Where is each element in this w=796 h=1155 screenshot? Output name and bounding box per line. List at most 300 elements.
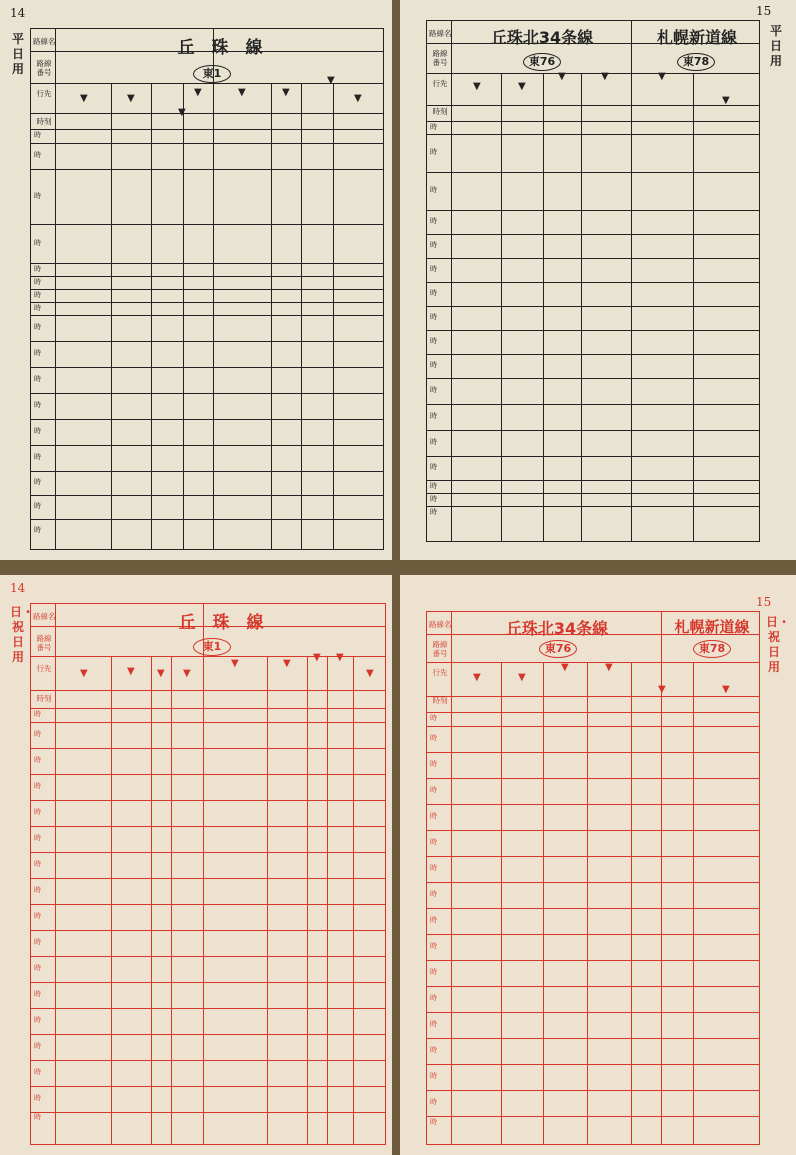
hour-suffix: 時 [430,386,437,394]
hour-label [31,425,41,436]
hour-suffix: 時 [34,756,41,764]
hour-suffix: 時 [34,323,41,331]
route-number-badge-a: 東76 [523,53,561,71]
hour-row-line [31,341,383,342]
hour-row-line [31,800,385,801]
rule [307,656,308,1144]
hour-label [427,436,437,447]
rule [587,662,588,1144]
rule [543,662,544,1144]
hour-row-line [427,712,759,713]
schedule-mode-label: 平日用 [11,32,24,76]
route-name-label: 路線名 [33,37,56,46]
down-arrow-icon: ▼ [366,668,374,679]
rule [31,626,385,627]
route-number-label: 路線 番号 [432,49,448,67]
hour-suffix: 時 [430,289,437,297]
hour-row-line [31,774,385,775]
line-name-b: 札幌新道線 [674,618,750,636]
hour-label [31,276,41,287]
destination-label: 行先 [432,79,448,88]
hour-suffix: 時 [34,1113,41,1121]
hour-row-line [31,276,383,277]
hour-row-line [427,934,759,935]
hour-label [31,149,41,160]
rule [111,83,112,549]
rule [267,656,268,1144]
rule [427,662,759,663]
rule [501,73,502,541]
hour-label [31,1040,41,1051]
hour-row-line [427,752,759,753]
down-arrow-icon: ▼ [722,684,730,695]
line-name-a: 丘珠北34条線 [490,28,594,47]
page-number: 15 [756,595,772,609]
rule [427,696,759,697]
down-arrow-icon: ▼ [127,666,135,677]
hour-suffix: 時 [34,990,41,998]
hour-suffix: 時 [430,313,437,321]
rule [353,656,354,1144]
hour-suffix: 時 [430,1046,437,1054]
hour-suffix: 時 [34,834,41,842]
hour-label [427,758,437,769]
rule [111,656,112,1144]
hour-label [427,263,437,274]
hour-row-line [31,982,385,983]
hour-label [427,493,437,504]
down-arrow-icon: ▼ [283,658,291,669]
hour-label [31,347,41,358]
hour-label [31,1111,41,1122]
hour-suffix: 時 [430,265,437,273]
hour-label [31,302,41,313]
hour-label [427,1018,437,1029]
hour-label [427,410,437,421]
down-arrow-icon: ▼ [194,87,202,98]
hour-suffix: 時 [34,964,41,972]
hour-suffix: 時 [34,710,41,718]
hour-suffix: 時 [430,507,437,516]
down-arrow-icon: ▼ [238,87,246,98]
hour-row-line [427,430,759,431]
hour-label [31,988,41,999]
hour-label [427,335,437,346]
hour-row-line [31,224,383,225]
hour-suffix: 時 [34,730,41,738]
hour-suffix: 時 [34,264,41,273]
hour-suffix: 時 [430,361,437,369]
down-arrow-icon: ▼ [178,107,186,118]
hour-row-line [427,1064,759,1065]
schedule-mode-label: 日・祝日用 [766,615,791,674]
hour-row-line [427,210,759,211]
hour-label [31,373,41,384]
route-number-label: 路線 番号 [36,634,52,652]
timetable [30,28,384,550]
hour-suffix: 時 [430,890,437,898]
rule [543,73,544,541]
hour-row-line [31,315,383,316]
line-name-a: 丘珠北34条線 [505,619,609,638]
hour-row-line [427,830,759,831]
rule [333,83,334,549]
hour-row-line [31,302,383,303]
hour-row-line [31,1112,385,1113]
hour-suffix: 時 [430,916,437,924]
hour-suffix: 時 [430,1098,437,1106]
hour-suffix: 時 [430,838,437,846]
down-arrow-icon: ▼ [127,93,135,104]
down-arrow-icon: ▼ [313,652,321,663]
hour-row-line [427,1116,759,1117]
hour-suffix: 時 [34,277,41,286]
down-arrow-icon: ▼ [601,71,609,82]
hour-row-line [427,778,759,779]
hour-row-line [31,904,385,905]
rule [151,83,152,549]
hour-suffix: 時 [430,864,437,872]
rule [631,21,632,541]
hour-suffix: 時 [430,481,437,490]
down-arrow-icon: ▼ [658,71,666,82]
hour-suffix: 時 [34,151,41,159]
hour-row-line [31,143,383,144]
hour-label [31,806,41,817]
hour-suffix: 時 [430,186,437,194]
hour-label [31,500,41,511]
hour-suffix: 時 [34,191,41,200]
hour-suffix: 時 [34,526,41,534]
hour-suffix: 時 [430,122,437,131]
route-number-badge: 東1 [193,638,231,656]
hour-row-line [31,367,383,368]
hour-suffix: 時 [430,942,437,950]
weekday-left-page [0,0,392,560]
page-number: 14 [10,581,26,595]
hour-label [427,732,437,743]
hour-row-line [427,306,759,307]
route-number-badge: 東1 [193,65,231,83]
line-name: 丘 珠 線 [177,38,263,58]
hour-row-line [427,354,759,355]
hour-row-line [31,1034,385,1035]
hour-label [31,321,41,332]
rule [451,21,452,541]
hour-row-line [31,129,383,130]
holiday-right-page [400,575,796,1155]
rule [203,604,204,1144]
hour-label [31,1014,41,1025]
hour-row-line [31,930,385,931]
hour-row-line [427,378,759,379]
rule [581,73,582,541]
hour-label [427,239,437,250]
down-arrow-icon: ▼ [354,93,362,104]
hour-suffix: 時 [430,217,437,225]
hour-row-line [31,722,385,723]
hour-row-line [31,1008,385,1009]
hour-suffix: 時 [34,1094,41,1102]
route-number-label: 路線 番号 [36,59,52,77]
timetable [426,20,760,542]
hour-row-line [427,134,759,135]
hour-suffix: 時 [430,786,437,794]
hour-row-line [427,726,759,727]
hour-suffix: 時 [430,463,437,471]
hour-label [31,476,41,487]
hour-row-line [31,169,383,170]
down-arrow-icon: ▼ [722,95,730,106]
hour-label [31,728,41,739]
hour-suffix: 時 [34,303,41,312]
hour-suffix: 時 [430,968,437,976]
hour-suffix: 時 [430,760,437,768]
hour-suffix: 時 [34,502,41,510]
down-arrow-icon: ▼ [658,684,666,695]
hour-label [31,832,41,843]
hour-suffix: 時 [34,349,41,357]
rule [301,83,302,549]
hour-label [31,237,41,248]
hour-label [427,506,437,517]
hour-suffix: 時 [34,290,41,299]
hour-label [427,146,437,157]
rule [427,634,759,635]
down-arrow-icon: ▼ [605,662,613,673]
rule [31,51,383,52]
hour-suffix: 時 [34,453,41,461]
hour-row-line [427,480,759,481]
hour-label [31,399,41,410]
hour-label [31,936,41,947]
hour-label [427,1096,437,1107]
hour-suffix: 時 [430,412,437,420]
hour-suffix: 時 [430,812,437,820]
hour-label: 時刻 [432,696,448,705]
hour-row-line [427,908,759,909]
rule [427,105,759,106]
hour-row-line [427,258,759,259]
hour-label [31,451,41,462]
down-arrow-icon: ▼ [157,668,165,679]
hour-row-line [427,856,759,857]
down-arrow-icon: ▼ [336,652,344,663]
rule [151,656,152,1144]
line-name: 丘 珠 線 [178,613,264,633]
schedule-mode-label: 日・祝日用 [10,605,35,664]
hour-label [427,384,437,395]
hour-label [427,1116,437,1127]
hour-label [427,992,437,1003]
hour-label [427,966,437,977]
route-number-badge-a: 東76 [539,640,577,658]
hour-row-line [427,456,759,457]
hour-label [427,836,437,847]
route-number-label: 路線 番号 [432,640,448,658]
hour-label [427,784,437,795]
hour-suffix: 時 [430,438,437,446]
destination-label: 行先 [432,668,448,677]
rule [327,656,328,1144]
down-arrow-icon: ▼ [80,668,88,679]
hour-suffix: 時 [430,994,437,1002]
down-arrow-icon: ▼ [473,81,481,92]
rule [693,662,694,1144]
hour-row-line [31,263,383,264]
hour-suffix: 時 [34,938,41,946]
down-arrow-icon: ▼ [518,81,526,92]
hour-row-line [31,708,385,709]
down-arrow-icon: ▼ [518,672,526,683]
down-arrow-icon: ▼ [327,75,335,86]
hour-suffix: 時 [430,1072,437,1080]
down-arrow-icon: ▼ [80,93,88,104]
hour-label [31,910,41,921]
hour-label [427,311,437,322]
hour-label [31,962,41,973]
hour-label [31,884,41,895]
rule [693,73,694,541]
hour-label [31,129,41,140]
hour-row-line [31,419,383,420]
hour-label [427,1044,437,1055]
rule [31,690,385,691]
down-arrow-icon: ▼ [558,71,566,82]
hour-row-line [31,1086,385,1087]
hour-suffix: 時 [34,886,41,894]
hour-row-line [31,1060,385,1061]
hour-suffix: 時 [430,148,437,156]
hour-label [427,940,437,951]
hour-label [427,359,437,370]
hour-row-line [427,282,759,283]
route-name-label: 路線名 [33,612,56,621]
hour-row-line [31,393,383,394]
down-arrow-icon: ▼ [473,672,481,683]
hour-row-line [427,986,759,987]
hour-row-line [427,506,759,507]
schedule-mode-label: 平日用 [769,24,782,68]
hour-suffix: 時 [34,1068,41,1076]
hour-label [31,289,41,300]
hour-label [31,1092,41,1103]
hour-suffix: 時 [34,782,41,790]
hour-suffix: 時 [34,131,41,139]
hour-row-line [427,804,759,805]
hour-suffix: 時 [430,1020,437,1028]
hour-label [427,712,437,723]
hour-label [427,287,437,298]
hour-suffix: 時 [34,860,41,868]
weekday-right-page [400,0,796,560]
hour-suffix: 時 [34,427,41,435]
rule [183,83,184,549]
hour-row-line [427,121,759,122]
hour-label [31,263,41,274]
rule [631,662,632,1144]
down-arrow-icon: ▼ [282,87,290,98]
rule [31,113,383,114]
line-name-b: 札幌新道線 [656,28,737,47]
hour-row-line [31,878,385,879]
hour-suffix: 時 [430,494,437,503]
hour-suffix: 時 [430,714,437,722]
hour-suffix: 時 [34,1016,41,1024]
hour-label [427,888,437,899]
hour-row-line [427,882,759,883]
rule [271,83,272,549]
route-name-label: 路線名 [429,29,452,38]
hour-row-line [427,404,759,405]
page-number: 15 [756,4,772,18]
hour-label [31,524,41,535]
hour-label [427,121,437,132]
hour-label [31,780,41,791]
hour-label [427,215,437,226]
hour-label [427,1070,437,1081]
hour-row-line [31,471,383,472]
hour-suffix: 時 [34,375,41,383]
hour-label: 時刻 [432,107,448,116]
hour-label [427,862,437,873]
route-name-label: 路線名 [429,620,452,629]
hour-label [427,810,437,821]
holiday-left-page [0,575,392,1155]
hour-suffix: 時 [34,401,41,409]
timetable [30,603,386,1145]
hour-suffix: 時 [34,238,41,247]
hour-row-line [427,1090,759,1091]
hour-suffix: 時 [34,808,41,816]
hour-row-line [31,289,383,290]
hour-row-line [31,519,383,520]
hour-label [427,461,437,472]
timetable [426,611,760,1145]
hour-row-line [31,748,385,749]
hour-row-line [427,172,759,173]
hour-row-line [31,445,383,446]
hour-row-line [31,956,385,957]
hour-row-line [427,493,759,494]
down-arrow-icon: ▼ [231,658,239,669]
route-number-badge-b: 東78 [693,640,731,658]
destination-label: 行先 [36,664,52,673]
rule [427,43,759,44]
rule [427,73,759,74]
hour-label [31,708,41,719]
hour-row-line [31,826,385,827]
destination-label: 行先 [36,89,52,98]
hour-row-line [31,495,383,496]
hour-row-line [427,960,759,961]
page-number: 14 [10,6,26,20]
hour-suffix: 時 [430,337,437,345]
down-arrow-icon: ▼ [183,668,191,679]
rule [171,656,172,1144]
route-number-badge-b: 東78 [677,53,715,71]
rule [501,662,502,1144]
hour-label: 時刻 [36,117,52,126]
hour-row-line [427,234,759,235]
hour-suffix: 時 [34,912,41,920]
hour-suffix: 時 [430,241,437,249]
hour-suffix: 時 [430,1118,437,1126]
hour-label [427,914,437,925]
hour-label [31,1066,41,1077]
rule [31,656,385,657]
rule [55,604,56,1144]
